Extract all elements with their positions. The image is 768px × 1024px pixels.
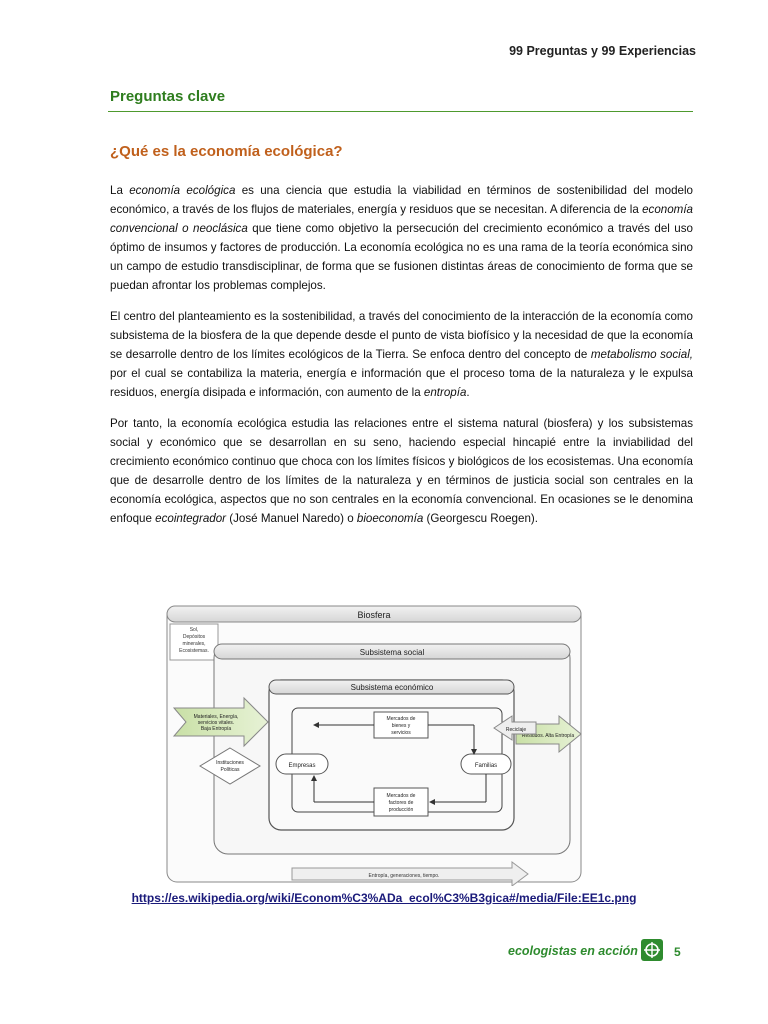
stock-text-3: minerales, (182, 641, 206, 647)
bienes-text-2: bienes y (391, 723, 411, 729)
question-heading: ¿Qué es la economía ecológica? (110, 143, 343, 160)
economy-diagram (164, 604, 584, 886)
logo-icon-svg (641, 939, 663, 961)
page-number: 5 (674, 945, 681, 959)
factores-text-2: factores de (388, 800, 414, 806)
body-text (110, 181, 693, 540)
timeline-label: Entropía, generaciones, tiempo. (368, 873, 440, 879)
factores-text-3: producción (388, 807, 414, 813)
section-divider (108, 111, 693, 112)
figure-source-link[interactable]: https://es.wikipedia.org/wiki/Econom%C3%ADa_ecol%C3%B3gica#/media/File:EE1c.png (131, 891, 637, 905)
biosfera-label: Biosfera (357, 610, 391, 620)
instituciones-text-1: Instituciones (216, 760, 244, 766)
footer-logo-text: ecologistas en acción (508, 944, 638, 958)
bienes-text-1: Mercados de (386, 716, 416, 722)
stock-text-1: Sol, (189, 627, 199, 633)
diagram-svg (164, 604, 584, 886)
logo-icon (641, 939, 663, 961)
instituciones-text-2: Políticas (220, 767, 240, 773)
book-title: 99 Preguntas y 99 Experiencias (509, 44, 696, 58)
bienes-text-3: servicios (391, 730, 411, 736)
paragraph-1: La economía ecológica es una ciencia que estudia la viabilidad en términos de sostenibilidad del modelo económico, a través de los flujos de materiales, energía y residuos que se necesitan. A diferencia de la economía convencional o neoclásica que tiene como objetivo la persecución del crecimiento económico a través del uso óptimo de insumos y factores de producción. La economía ecológica no es una rama de la teoría económica sino un campo de estudio transdisciplinar, de forma que se fusionen distintas áreas de conocimiento de forma que se puedan afrontar los problemas complejos. (110, 184, 693, 292)
economico-label: Subsistema económico (350, 683, 434, 692)
input-text-3: Baja Entropía (200, 726, 232, 732)
familias-label: Familias (474, 763, 498, 769)
social-label: Subsistema social (359, 648, 425, 657)
input-text-2: servicios vitales. (197, 720, 235, 726)
paragraph-3: Por tanto, la economía ecológica estudia las relaciones entre el sistema natural (biosfera) y los subsistemas social y económico que se desarrollan en su seno, haciendo especial hincapié entre la inviabilidad del crecimiento económico continuo que choca con los límites físicos y biológicos de los ecosistemas. Una economía que de desarrolle dentro de los límites de la naturaleza y en términos de justicia social son centrales en la economía ecológica, aspectos que no son centrales en la economía convencional. En ocasiones se le denomina enfoque ecointegrador (José Manuel Naredo) o bioeconomía (Georgescu Roegen). (110, 417, 693, 525)
factores-text-1: Mercados de (386, 793, 416, 799)
empresas-label: Empresas (288, 763, 316, 769)
reciclaje-label: Reciclaje (505, 727, 527, 733)
input-text-1: Materiales, Energía, (193, 714, 239, 720)
stock-text-2: Depósitos (182, 634, 206, 640)
paragraph-2: El centro del planteamiento es la sostenibilidad, a través del conocimiento de la interacción de la economía como subsistema de la biosfera de la que depende desde el punto de vista biofísico y la necesidad de que la economía se desarrolle dentro de los límites ecológicos de la Tierra. Se enfoca dentro del concepto de metabolismo social, por el cual se contabiliza la materia, energía e información que el proceso toma de la naturaleza y le expulsa residuos, energía disipada e información, con aumento de la entropía. (110, 310, 693, 399)
section-title: Preguntas clave (110, 88, 226, 105)
output-label: Residuos. Alta Entropía (521, 733, 575, 739)
stock-text-4: Ecosistemas. (179, 648, 209, 654)
